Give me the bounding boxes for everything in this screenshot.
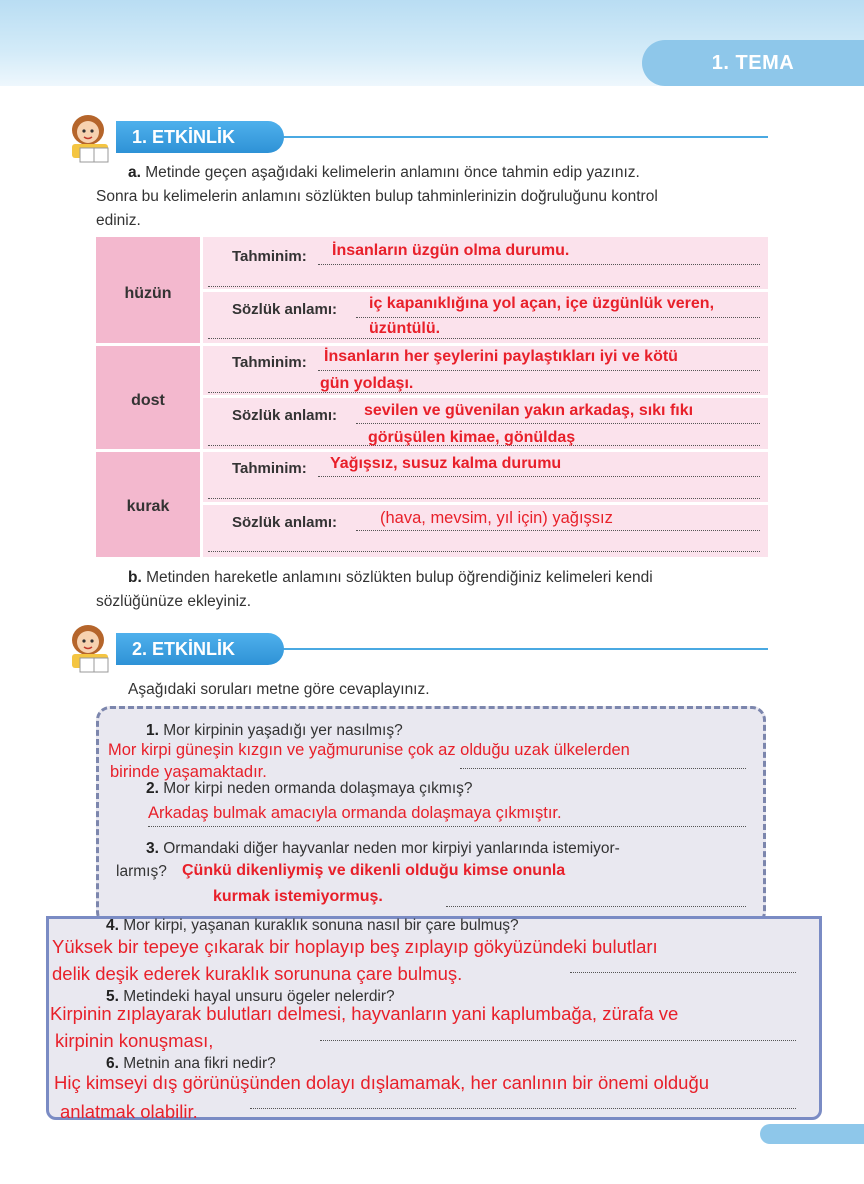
answer-1-line2: birinde yaşamaktadır. <box>110 763 267 781</box>
word-huzun: hüzün <box>124 285 172 302</box>
question-number: 3. <box>146 840 159 857</box>
question-text: Mor kirpi neden ormanda dolaşmaya çıkmış? <box>163 780 473 797</box>
question-number: 2. <box>146 780 159 797</box>
etkinlik1-title: 1. ETKİNLİK <box>116 121 284 153</box>
question-2 <box>146 780 473 798</box>
a-instruction-line1 <box>128 161 640 185</box>
word-dost: dost <box>131 392 165 409</box>
answer-dotted-line <box>250 1108 796 1109</box>
question-number: 1. <box>146 722 159 739</box>
question-text: Ormandaki diğer hayvanlar neden mor kirpiyi yanlarında istemiyor- <box>163 840 620 857</box>
answer-1-line1: Mor kirpi güneşin kızgın ve yağmurunise çok az olduğu uzak ülkelerden <box>108 741 630 759</box>
tema-tab: 1. TEMA <box>642 40 864 86</box>
answer-dotted-line <box>318 264 760 265</box>
answer-dotted-line <box>208 286 760 287</box>
answer-dotted-line <box>148 826 746 827</box>
table-subrow-divider <box>203 395 768 398</box>
a-instruction-line3: ediniz. <box>96 212 141 229</box>
answer-dotted-line <box>446 906 746 907</box>
girl-reading-icon <box>58 618 122 676</box>
huzun-dict-answer-line2: üzüntülü. <box>369 320 441 337</box>
a-instruction-line2: Sonra bu kelimelerin anlamını sözlükten bulup tahminlerinizin doğruluğunu kontrol <box>96 188 658 205</box>
question-text: Metnin ana fikri nedir? <box>123 1055 276 1072</box>
b-instruction-line1 <box>128 566 653 590</box>
table-subrow-divider <box>203 289 768 292</box>
answer-dotted-line <box>320 1040 796 1041</box>
huzun-guess-answer: İnsanların üzgün olma durumu. <box>332 242 570 259</box>
huzun-dict-answer-line1: iç kapanıklığına yol açan, içe üzgünlük veren, <box>369 295 715 312</box>
answer-3-line1: Çünkü dikenliymiş ve dikenli olduğu kimse onunla <box>182 862 566 879</box>
kurak-guess-answer: Yağışsız, susuz kalma durumu <box>330 455 562 472</box>
answer-6-line2: anlatmak olabilir. <box>60 1101 198 1122</box>
question-3-line2: larmış? <box>116 863 167 880</box>
a-label: a. <box>128 164 141 181</box>
page-number-tab <box>760 1124 864 1144</box>
answer-dotted-line <box>208 551 760 552</box>
dost-guess-answer-line2: gün yoldaşı. <box>320 375 414 392</box>
dost-guess-answer-line1: İnsanların her şeylerini paylaştıkları iyi ve kötü <box>324 348 678 365</box>
question-4 <box>106 917 519 935</box>
answer-5-line2: kirpinin konuşması, <box>55 1030 214 1051</box>
b-label: b. <box>128 569 142 586</box>
answer-6-line1: Hiç kimseyi dış görünüşünden dolayı dışlamamak, her canlının bir önemi olduğu <box>54 1072 710 1093</box>
answer-dotted-line <box>460 768 746 769</box>
answer-dotted-line <box>570 972 796 973</box>
question-number: 6. <box>106 1055 119 1072</box>
dict-label: Sözlük anlamı: <box>232 301 338 318</box>
etkinlik2-title: 2. ETKİNLİK <box>116 633 284 665</box>
dict-label: Sözlük anlamı: <box>232 514 338 531</box>
guess-label: Tahminim: <box>232 354 307 371</box>
girl-reading-icon <box>58 108 122 166</box>
table-row-divider <box>96 449 768 452</box>
etkinlik1-line <box>270 136 768 138</box>
question-number: 5. <box>106 988 119 1005</box>
b-instruction-line2: sözlüğünüze ekleyiniz. <box>96 593 252 610</box>
dict-label: Sözlük anlamı: <box>232 407 338 424</box>
question-1 <box>146 722 403 740</box>
answer-dotted-line <box>318 370 760 371</box>
question-6 <box>106 1055 276 1073</box>
dost-dict-answer-line2: görüşülen kimae, gönüldaş <box>368 429 576 446</box>
answer-4-line1: Yüksek bir tepeye çıkarak bir hoplayıp beş zıplayıp gökyüzündeki bulutları <box>52 936 658 957</box>
answer-dotted-line <box>318 476 760 477</box>
a-text-line1: Metinde geçen aşağıdaki kelimelerin anlamını önce tahmin edip yazınız. <box>145 164 640 181</box>
answer-dotted-line <box>208 338 760 339</box>
question-number: 4. <box>106 917 119 934</box>
question-3 <box>146 840 620 858</box>
question-text: Mor kirpi, yaşanan kuraklık sonuna nasıl bir çare bulmuş? <box>123 917 519 934</box>
answer-dotted-line <box>208 498 760 499</box>
guess-label: Tahminim: <box>232 248 307 265</box>
answer-2: Arkadaş bulmak amacıyla ormanda dolaşmaya çıkmıştır. <box>148 804 562 822</box>
b-text-line1: Metinden hareketle anlamını sözlükten bulup öğrendiğiniz kelimeleri kendi <box>146 569 653 586</box>
answer-5-line1: Kirpinin zıplayarak bulutları delmesi, hayvanların yani kaplumbağa, zürafa ve <box>50 1003 679 1024</box>
answer-4-line2: delik deşik ederek kuraklık sorununa çare bulmuş. <box>52 963 463 984</box>
etkinlik2-line <box>270 648 768 650</box>
guess-label: Tahminim: <box>232 460 307 477</box>
answer-dotted-line <box>356 423 760 424</box>
etkinlik2-instruction: Aşağıdaki soruları metne göre cevaplayınız. <box>128 681 430 698</box>
question-text: Mor kirpinin yaşadığı yer nasılmış? <box>163 722 403 739</box>
kurak-dict-answer: (hava, mevsim, yıl için) yağışsız <box>380 509 613 527</box>
answer-dotted-line <box>208 392 760 393</box>
answer-3-line2: kurmak istemiyormuş. <box>213 888 383 905</box>
dost-dict-answer-line1: sevilen ve güvenilan yakın arkadaş, sıkı fıkı <box>364 402 694 419</box>
answer-dotted-line <box>356 530 760 531</box>
table-subrow-divider <box>203 502 768 505</box>
word-kurak: kurak <box>126 498 170 515</box>
question-text: Metindeki hayal unsuru ögeler nelerdir? <box>123 988 395 1005</box>
